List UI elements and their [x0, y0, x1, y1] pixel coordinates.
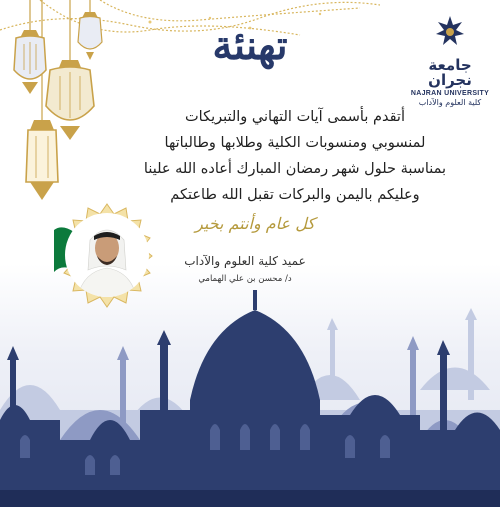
university-logo — [410, 14, 490, 107]
hanging-lantern-icon — [78, 12, 102, 60]
message-line: بمناسبة حلول شهر رمضان المبارك أعاده الله علينا — [143, 161, 447, 177]
message-line: وعليكم باليمن والبركات تقبل الله طاعتكم — [170, 187, 420, 203]
greeting-message — [100, 104, 490, 208]
calligraphy-greeting: كل عام وأنتم بخير — [195, 214, 315, 233]
logo-name-arabic: جامعة نجران — [428, 56, 472, 89]
dean-name: د/ محسن بن علي الهمامي — [198, 274, 292, 284]
mosque-skyline-icon — [0, 290, 500, 507]
university-emblem-icon — [430, 14, 470, 52]
hanging-lantern-icon — [26, 120, 58, 200]
hanging-lantern-icon — [14, 30, 46, 94]
message-line: أتقدم بأسمى آيات التهاني والتبريكات — [185, 109, 405, 125]
logo-name-english: NAJRAN UNIVERSITY — [410, 90, 490, 97]
message-line: لمنسوبي ومنسوبات الكلية وطلابها وطالباتها — [164, 135, 426, 151]
hanging-lantern-icon — [46, 60, 94, 140]
greeting-title: تهنئة — [212, 22, 288, 69]
dean-title: عميد كلية العلوم والآداب — [184, 254, 306, 268]
logo-college-name: كلية العلوم والآداب — [418, 98, 482, 107]
